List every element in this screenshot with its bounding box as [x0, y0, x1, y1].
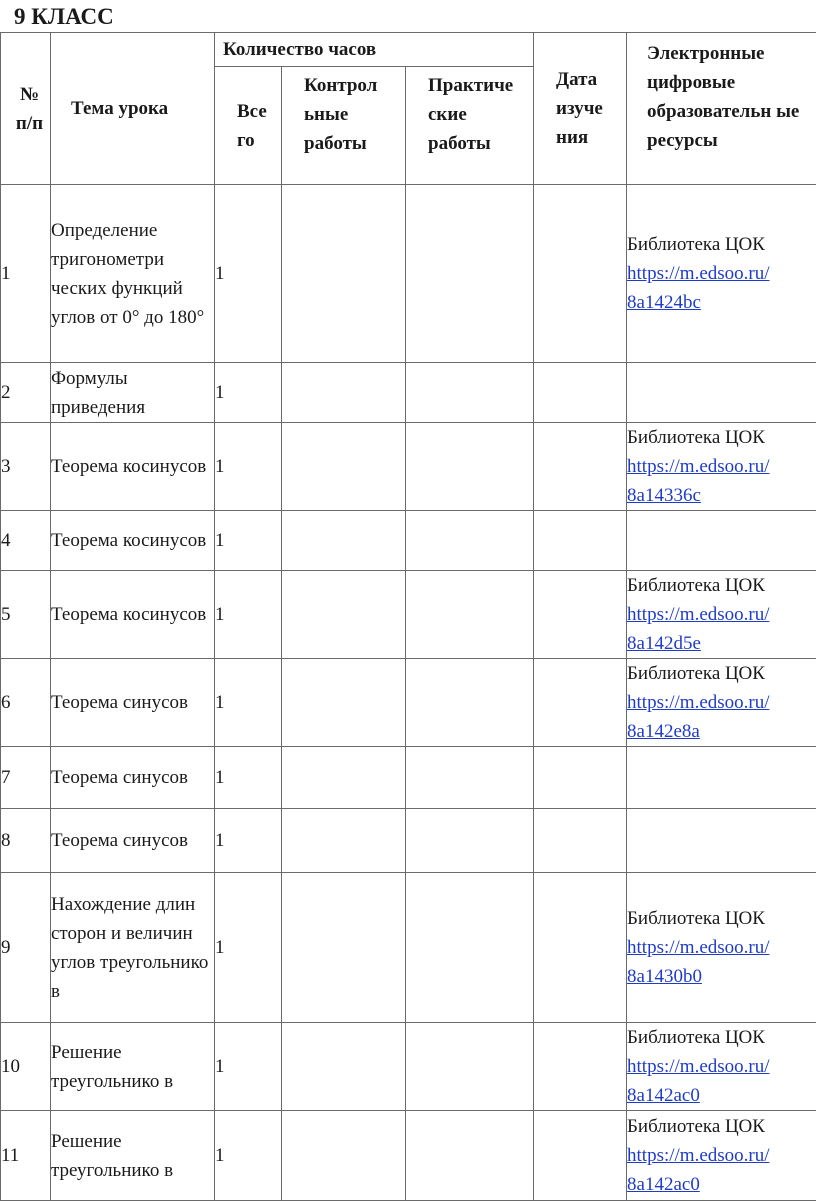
row-topic: Решение треугольнико в	[51, 1023, 215, 1111]
header-number: № п/п	[1, 33, 51, 185]
row-number: 8	[1, 809, 51, 873]
row-number: 6	[1, 659, 51, 747]
header-practical: Практиче ские работы	[406, 67, 534, 185]
row-study-date	[534, 659, 627, 747]
library-label: Библиотека ЦОК	[627, 904, 816, 933]
row-study-date	[534, 1023, 627, 1111]
row-practical-works	[406, 185, 534, 363]
row-study-date	[534, 511, 627, 571]
resource-link[interactable]: https://m.edsoo.ru/ 8a1430b0	[627, 933, 816, 991]
row-topic: Теорема синусов	[51, 659, 215, 747]
row-control-works	[282, 511, 406, 571]
row-control-works	[282, 363, 406, 423]
resource-link[interactable]: https://m.edsoo.ru/ 8a142e8a	[627, 688, 816, 746]
table-row	[1, 363, 816, 423]
table-row	[1, 423, 816, 511]
resource-link[interactable]: https://m.edsoo.ru/ 8a1424bc	[627, 259, 816, 317]
row-practical-works	[406, 423, 534, 511]
library-label: Библиотека ЦОК	[627, 1023, 816, 1052]
row-number: 1	[1, 185, 51, 363]
row-topic: Определение тригонометри ческих функций углов от 0° до 180°	[51, 185, 215, 363]
header-date: Дата изуче ния	[534, 33, 627, 185]
row-topic: Решение треугольнико в	[51, 1111, 215, 1201]
row-control-works	[282, 809, 406, 873]
row-total-hours: 1	[215, 185, 282, 363]
resource-link[interactable]: https://m.edsoo.ru/ 8a142ac0	[627, 1141, 816, 1199]
row-topic: Теорема синусов	[51, 747, 215, 809]
row-study-date	[534, 747, 627, 809]
row-topic: Теорема косинусов	[51, 423, 215, 511]
library-label: Библиотека ЦОК	[627, 423, 816, 452]
row-control-works	[282, 185, 406, 363]
row-topic: Теорема косинусов	[51, 571, 215, 659]
lessons-table	[0, 32, 816, 1201]
row-practical-works	[406, 747, 534, 809]
row-resources	[627, 747, 816, 809]
row-resources	[627, 1023, 816, 1111]
row-topic: Теорема синусов	[51, 809, 215, 873]
row-practical-works	[406, 873, 534, 1023]
row-control-works	[282, 873, 406, 1023]
row-practical-works	[406, 363, 534, 423]
row-control-works	[282, 423, 406, 511]
row-number: 2	[1, 363, 51, 423]
row-control-works	[282, 571, 406, 659]
resource-link[interactable]: https://m.edsoo.ru/ 8a14336c	[627, 452, 816, 510]
row-number: 9	[1, 873, 51, 1023]
library-label: Библиотека ЦОК	[627, 230, 816, 259]
row-study-date	[534, 809, 627, 873]
table-row	[1, 185, 816, 363]
row-number: 11	[1, 1111, 51, 1201]
row-total-hours: 1	[215, 571, 282, 659]
row-control-works	[282, 659, 406, 747]
table-row	[1, 1023, 816, 1111]
row-total-hours: 1	[215, 809, 282, 873]
table-row	[1, 809, 816, 873]
row-total-hours: 1	[215, 659, 282, 747]
row-resources	[627, 571, 816, 659]
row-total-hours: 1	[215, 511, 282, 571]
table-row	[1, 659, 816, 747]
row-resources	[627, 809, 816, 873]
row-practical-works	[406, 809, 534, 873]
table-row	[1, 1111, 816, 1201]
row-resources	[627, 511, 816, 571]
row-number: 3	[1, 423, 51, 511]
row-topic: Формулы приведения	[51, 363, 215, 423]
header-topic: Тема урока	[51, 33, 215, 185]
row-study-date	[534, 1111, 627, 1201]
row-resources	[627, 363, 816, 423]
row-study-date	[534, 185, 627, 363]
header-resources: Электронные цифровые образовательн ые ресурсы	[627, 33, 816, 185]
row-practical-works	[406, 511, 534, 571]
row-study-date	[534, 571, 627, 659]
row-resources	[627, 659, 816, 747]
row-control-works	[282, 1111, 406, 1201]
row-study-date	[534, 363, 627, 423]
row-number: 7	[1, 747, 51, 809]
row-total-hours: 1	[215, 873, 282, 1023]
library-label: Библиотека ЦОК	[627, 659, 816, 688]
row-topic: Нахождение длин сторон и величин углов треугольнико в	[51, 873, 215, 1023]
row-number: 5	[1, 571, 51, 659]
row-number: 10	[1, 1023, 51, 1111]
resource-link[interactable]: https://m.edsoo.ru/ 8a142d5e	[627, 600, 816, 658]
row-total-hours: 1	[215, 1023, 282, 1111]
row-study-date	[534, 873, 627, 1023]
row-practical-works	[406, 659, 534, 747]
row-resources	[627, 185, 816, 363]
table-row	[1, 511, 816, 571]
row-resources	[627, 873, 816, 1023]
row-resources	[627, 1111, 816, 1201]
row-control-works	[282, 747, 406, 809]
library-label: Библиотека ЦОК	[627, 1112, 816, 1141]
page-title: 9 КЛАСС	[14, 2, 114, 32]
header-control: Контрол ьные работы	[282, 67, 406, 185]
table-row	[1, 873, 816, 1023]
resource-link[interactable]: https://m.edsoo.ru/ 8a142ac0	[627, 1052, 816, 1110]
table-row	[1, 747, 816, 809]
row-topic: Теорема косинусов	[51, 511, 215, 571]
row-total-hours: 1	[215, 747, 282, 809]
row-total-hours: 1	[215, 423, 282, 511]
row-total-hours: 1	[215, 363, 282, 423]
row-total-hours: 1	[215, 1111, 282, 1201]
row-practical-works	[406, 1111, 534, 1201]
library-label: Библиотека ЦОК	[627, 571, 816, 600]
header-hours-group: Количество часов	[215, 33, 534, 67]
row-resources	[627, 423, 816, 511]
header-total: Все го	[215, 67, 282, 185]
table-row	[1, 571, 816, 659]
row-practical-works	[406, 571, 534, 659]
row-number: 4	[1, 511, 51, 571]
row-study-date	[534, 423, 627, 511]
row-control-works	[282, 1023, 406, 1111]
row-practical-works	[406, 1023, 534, 1111]
